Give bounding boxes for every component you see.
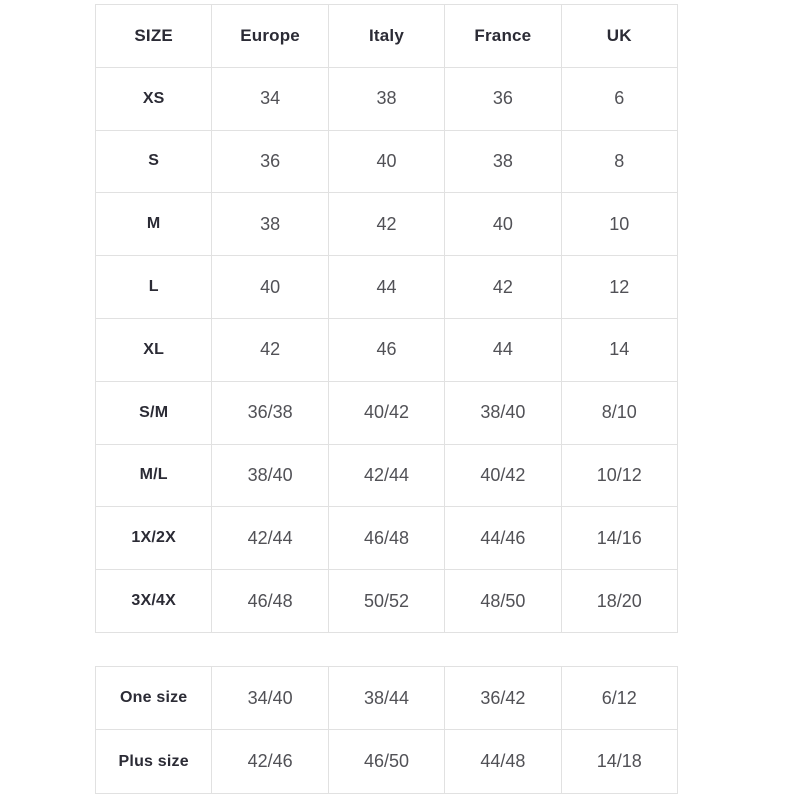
value-cell: 42/44 [212,507,328,570]
size-label-cell: S/M [96,381,212,444]
value-cell: 46/50 [328,730,444,794]
table-gap [95,633,678,666]
value-cell: 42 [212,318,328,381]
value-cell: 40/42 [445,444,561,507]
value-cell: 38 [328,67,444,130]
size-table-body [96,67,678,632]
value-cell: 46 [328,318,444,381]
value-cell: 34 [212,67,328,130]
size-conversion-chart [95,4,678,794]
size-label-cell: 1X/2X [96,507,212,570]
value-cell: 50/52 [328,570,444,633]
value-cell: 14/16 [561,507,677,570]
value-cell: 38/44 [328,666,444,730]
header-cell: SIZE [96,5,212,68]
table-row [96,381,678,444]
table-row [96,130,678,193]
value-cell: 38 [212,193,328,256]
value-cell: 38/40 [445,381,561,444]
value-cell: 36/42 [445,666,561,730]
value-cell: 42/44 [328,444,444,507]
value-cell: 34/40 [212,666,328,730]
size-label-cell: S [96,130,212,193]
special-size-table [95,666,678,794]
table-row [96,444,678,507]
value-cell: 36 [212,130,328,193]
value-cell: 46/48 [212,570,328,633]
value-cell: 12 [561,256,677,319]
size-table-header-row [96,5,678,68]
table-row [96,67,678,130]
value-cell: 38 [445,130,561,193]
value-cell: 44 [328,256,444,319]
value-cell: 10 [561,193,677,256]
size-label-cell: One size [96,666,212,730]
value-cell: 36/38 [212,381,328,444]
size-label-cell: XL [96,318,212,381]
value-cell: 18/20 [561,570,677,633]
table-row [96,730,678,794]
size-label-cell: M [96,193,212,256]
value-cell: 40 [445,193,561,256]
value-cell: 40 [328,130,444,193]
size-label-cell: M/L [96,444,212,507]
value-cell: 6/12 [561,666,677,730]
table-row [96,256,678,319]
value-cell: 38/40 [212,444,328,507]
size-table-head [96,5,678,68]
header-cell: Italy [328,5,444,68]
size-label-cell: XS [96,67,212,130]
size-label-cell: L [96,256,212,319]
table-row [96,507,678,570]
value-cell: 40 [212,256,328,319]
header-cell: UK [561,5,677,68]
value-cell: 8 [561,130,677,193]
value-cell: 40/42 [328,381,444,444]
size-table [95,4,678,633]
header-cell: Europe [212,5,328,68]
table-row [96,318,678,381]
table-row [96,666,678,730]
table-row [96,193,678,256]
value-cell: 42/46 [212,730,328,794]
value-cell: 44/48 [445,730,561,794]
special-size-table-body [96,666,678,793]
value-cell: 6 [561,67,677,130]
table-row [96,570,678,633]
value-cell: 46/48 [328,507,444,570]
value-cell: 14/18 [561,730,677,794]
value-cell: 42 [445,256,561,319]
value-cell: 36 [445,67,561,130]
value-cell: 14 [561,318,677,381]
value-cell: 44/46 [445,507,561,570]
header-cell: France [445,5,561,68]
value-cell: 10/12 [561,444,677,507]
value-cell: 48/50 [445,570,561,633]
value-cell: 44 [445,318,561,381]
size-label-cell: Plus size [96,730,212,794]
value-cell: 8/10 [561,381,677,444]
size-label-cell: 3X/4X [96,570,212,633]
value-cell: 42 [328,193,444,256]
